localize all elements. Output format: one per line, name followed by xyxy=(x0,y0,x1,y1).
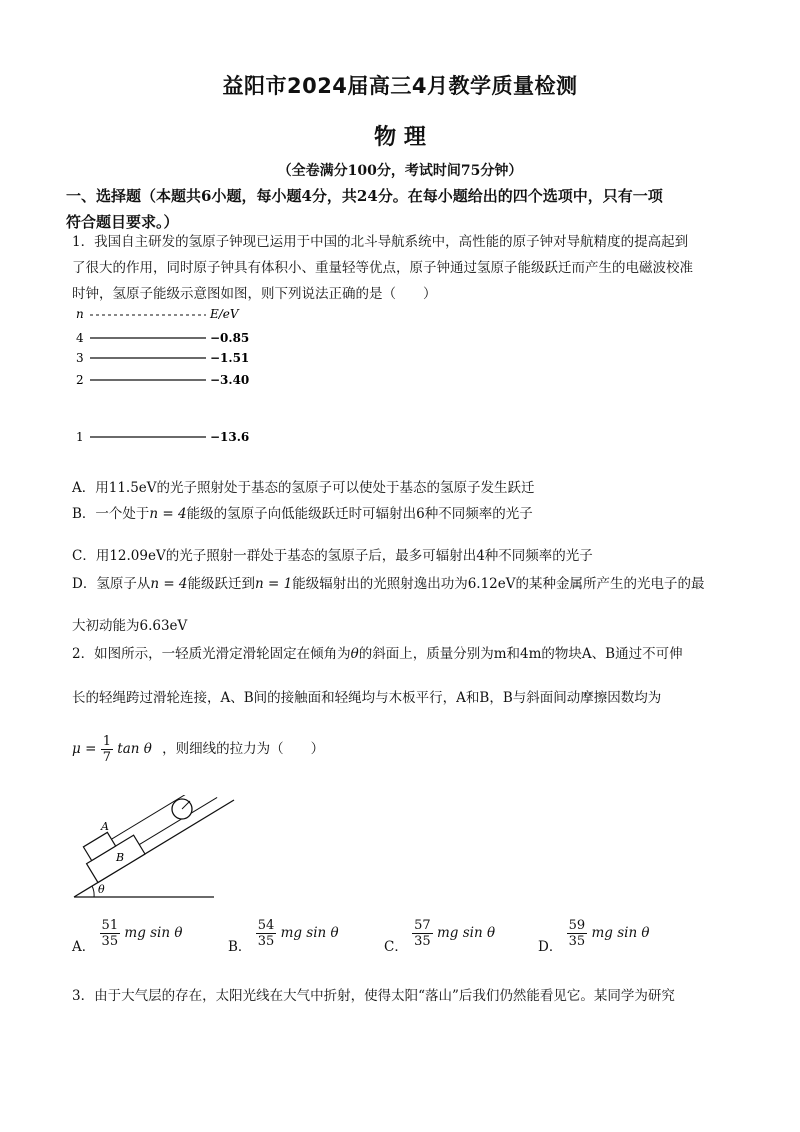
energy-level-diagram xyxy=(72,305,272,453)
q2-stem-text-3: ，则细线的拉力为（ ） xyxy=(162,741,325,757)
level-3-number: 3 xyxy=(76,351,84,365)
level-1-energy: −13.6 xyxy=(210,430,250,444)
level-4-number: 4 xyxy=(76,331,84,345)
q2-option-b-den: 35 xyxy=(257,934,275,949)
q1-option-c[interactable]: C．用12.09eV的光子照射一群处于基态的氢原子后，最多可辐射出4种不同频率的光子 xyxy=(72,548,593,564)
level-1-number: 1 xyxy=(76,430,84,444)
q2-option-a-den: 35 xyxy=(101,934,119,949)
q3-stem-line1: 3．由于大气层的存在，太阳光线在大气中折射，使得太阳“落山”后我们仍然能看见它。某同学为研究 xyxy=(72,988,675,1004)
level-4-energy: −0.85 xyxy=(210,331,250,345)
q1-option-d-math-2: n = 1 xyxy=(255,576,293,592)
q2-stem-line3 xyxy=(72,734,324,765)
level-2-energy: −3.40 xyxy=(210,373,250,387)
q2-option-c-expr: mg sin θ xyxy=(436,925,496,941)
q2-stem-text-2: 的斜面上，质量分别为m和4m的物块A、B通过不可伸 xyxy=(358,646,683,662)
section-heading-line1: 一、选择题（本题共6小题，每小题4分，共24分。在每小题给出的四个选项中，只有一项 xyxy=(66,187,663,205)
section-heading xyxy=(66,183,726,235)
mu-fraction-numerator: 1 xyxy=(102,734,111,749)
q2-option-a-expr: mg sin θ xyxy=(124,925,183,941)
q2-option-b-fraction xyxy=(256,918,277,949)
block-a-label: A xyxy=(101,820,109,833)
mu-rhs: tan θ xyxy=(117,741,152,757)
q2-option-b-num: 54 xyxy=(257,918,275,933)
q1-stem-line2: 了很大的作用，同时原子钟具有体积小、重量轻等优点，原子钟通过氢原子能级跃迁而产生的电磁波校准 xyxy=(72,260,693,276)
q1-option-d-text-2: 能级跃迁到 xyxy=(187,576,256,592)
mu-fraction xyxy=(101,734,113,765)
q2-option-a-letter: A． xyxy=(72,939,96,955)
q2-theta: θ xyxy=(350,646,359,662)
block-b-label: B xyxy=(116,851,125,864)
q1-option-b-text-1: B．一个处于 xyxy=(72,506,150,522)
q1-option-d[interactable] xyxy=(72,574,705,594)
mu-fraction-denominator: 7 xyxy=(102,750,111,765)
q2-option-c-fraction xyxy=(412,918,433,949)
energy-axis-label: E/eV xyxy=(210,307,239,321)
q1-option-d-math-1: n = 4 xyxy=(150,576,188,592)
q1-option-d-line2: 大初动能为6.63eV xyxy=(72,618,188,634)
q2-stem-line1 xyxy=(72,644,683,664)
incline-diagram xyxy=(72,795,242,903)
q2-option-d-letter: D． xyxy=(538,939,563,955)
q2-option-b-expr: mg sin θ xyxy=(280,925,339,941)
q2-option-b-letter: B． xyxy=(228,939,252,955)
q1-option-b-text-2: 能级的氢原子向低能级跃迁时可辐射出6种不同频率的光子 xyxy=(186,506,533,522)
subject-title: 物 理 xyxy=(374,125,426,150)
page-title: 益阳市2024届高三4月教学质量检测 xyxy=(222,74,578,98)
q2-option-a-num: 51 xyxy=(101,918,119,933)
q1-option-a[interactable]: A．用11.5eV的光子照射处于基态的氢原子可以使处于基态的氢原子发生跃迁 xyxy=(72,480,535,496)
q1-option-b-math: n = 4 xyxy=(149,506,187,522)
exam-note: （全卷满分100分，考试时间75分钟） xyxy=(277,163,523,179)
angle-arc xyxy=(92,886,94,897)
q2-stem-line2: 长的轻绳跨过滑轮连接，A、B间的接触面和轻绳均与木板平行，A和B，B与斜面间动摩擦因数均为 xyxy=(72,690,662,706)
q1-stem-line3: 时钟，氢原子能级示意图如图，则下列说法正确的是（ ） xyxy=(72,286,437,302)
q2-option-b[interactable] xyxy=(228,918,339,957)
n-axis-label: n xyxy=(76,307,84,321)
q2-option-c-num: 57 xyxy=(414,918,431,933)
q2-option-d-den: 35 xyxy=(568,934,586,949)
q1-option-d-text-1: D．氢原子从 xyxy=(72,576,151,592)
q2-option-c[interactable] xyxy=(384,918,495,957)
q2-option-d-num: 59 xyxy=(568,918,586,933)
q2-option-d[interactable] xyxy=(538,918,650,957)
q1-option-b[interactable] xyxy=(72,504,533,524)
section-heading-line2: 符合题目要求。） xyxy=(66,213,179,231)
q2-option-d-expr: mg sin θ xyxy=(591,925,650,941)
q1-option-d-text-3: 能级辐射出的光照射逸出功为6.12eV的某种金属所产生的光电子的最 xyxy=(292,576,705,592)
q2-option-a-fraction xyxy=(100,918,121,949)
q2-option-a[interactable] xyxy=(72,918,182,957)
level-3-energy: −1.51 xyxy=(210,351,250,365)
blocks-group xyxy=(78,795,223,882)
theta-label: θ xyxy=(98,883,105,896)
q1-stem-line1: 1．我国自主研发的氢原子钟现已运用于中国的北斗导航系统中，高性能的原子钟对导航精度的提高起到 xyxy=(72,234,689,250)
q2-option-c-letter: C． xyxy=(384,939,408,955)
q2-option-c-den: 35 xyxy=(414,934,431,949)
q2-option-d-fraction xyxy=(567,918,588,949)
level-2-number: 2 xyxy=(76,373,84,387)
q2-stem-text-1: 2．如图所示，一轻质光滑定滑轮固定在倾角为 xyxy=(72,646,351,662)
mu-lhs: μ = xyxy=(72,741,97,757)
